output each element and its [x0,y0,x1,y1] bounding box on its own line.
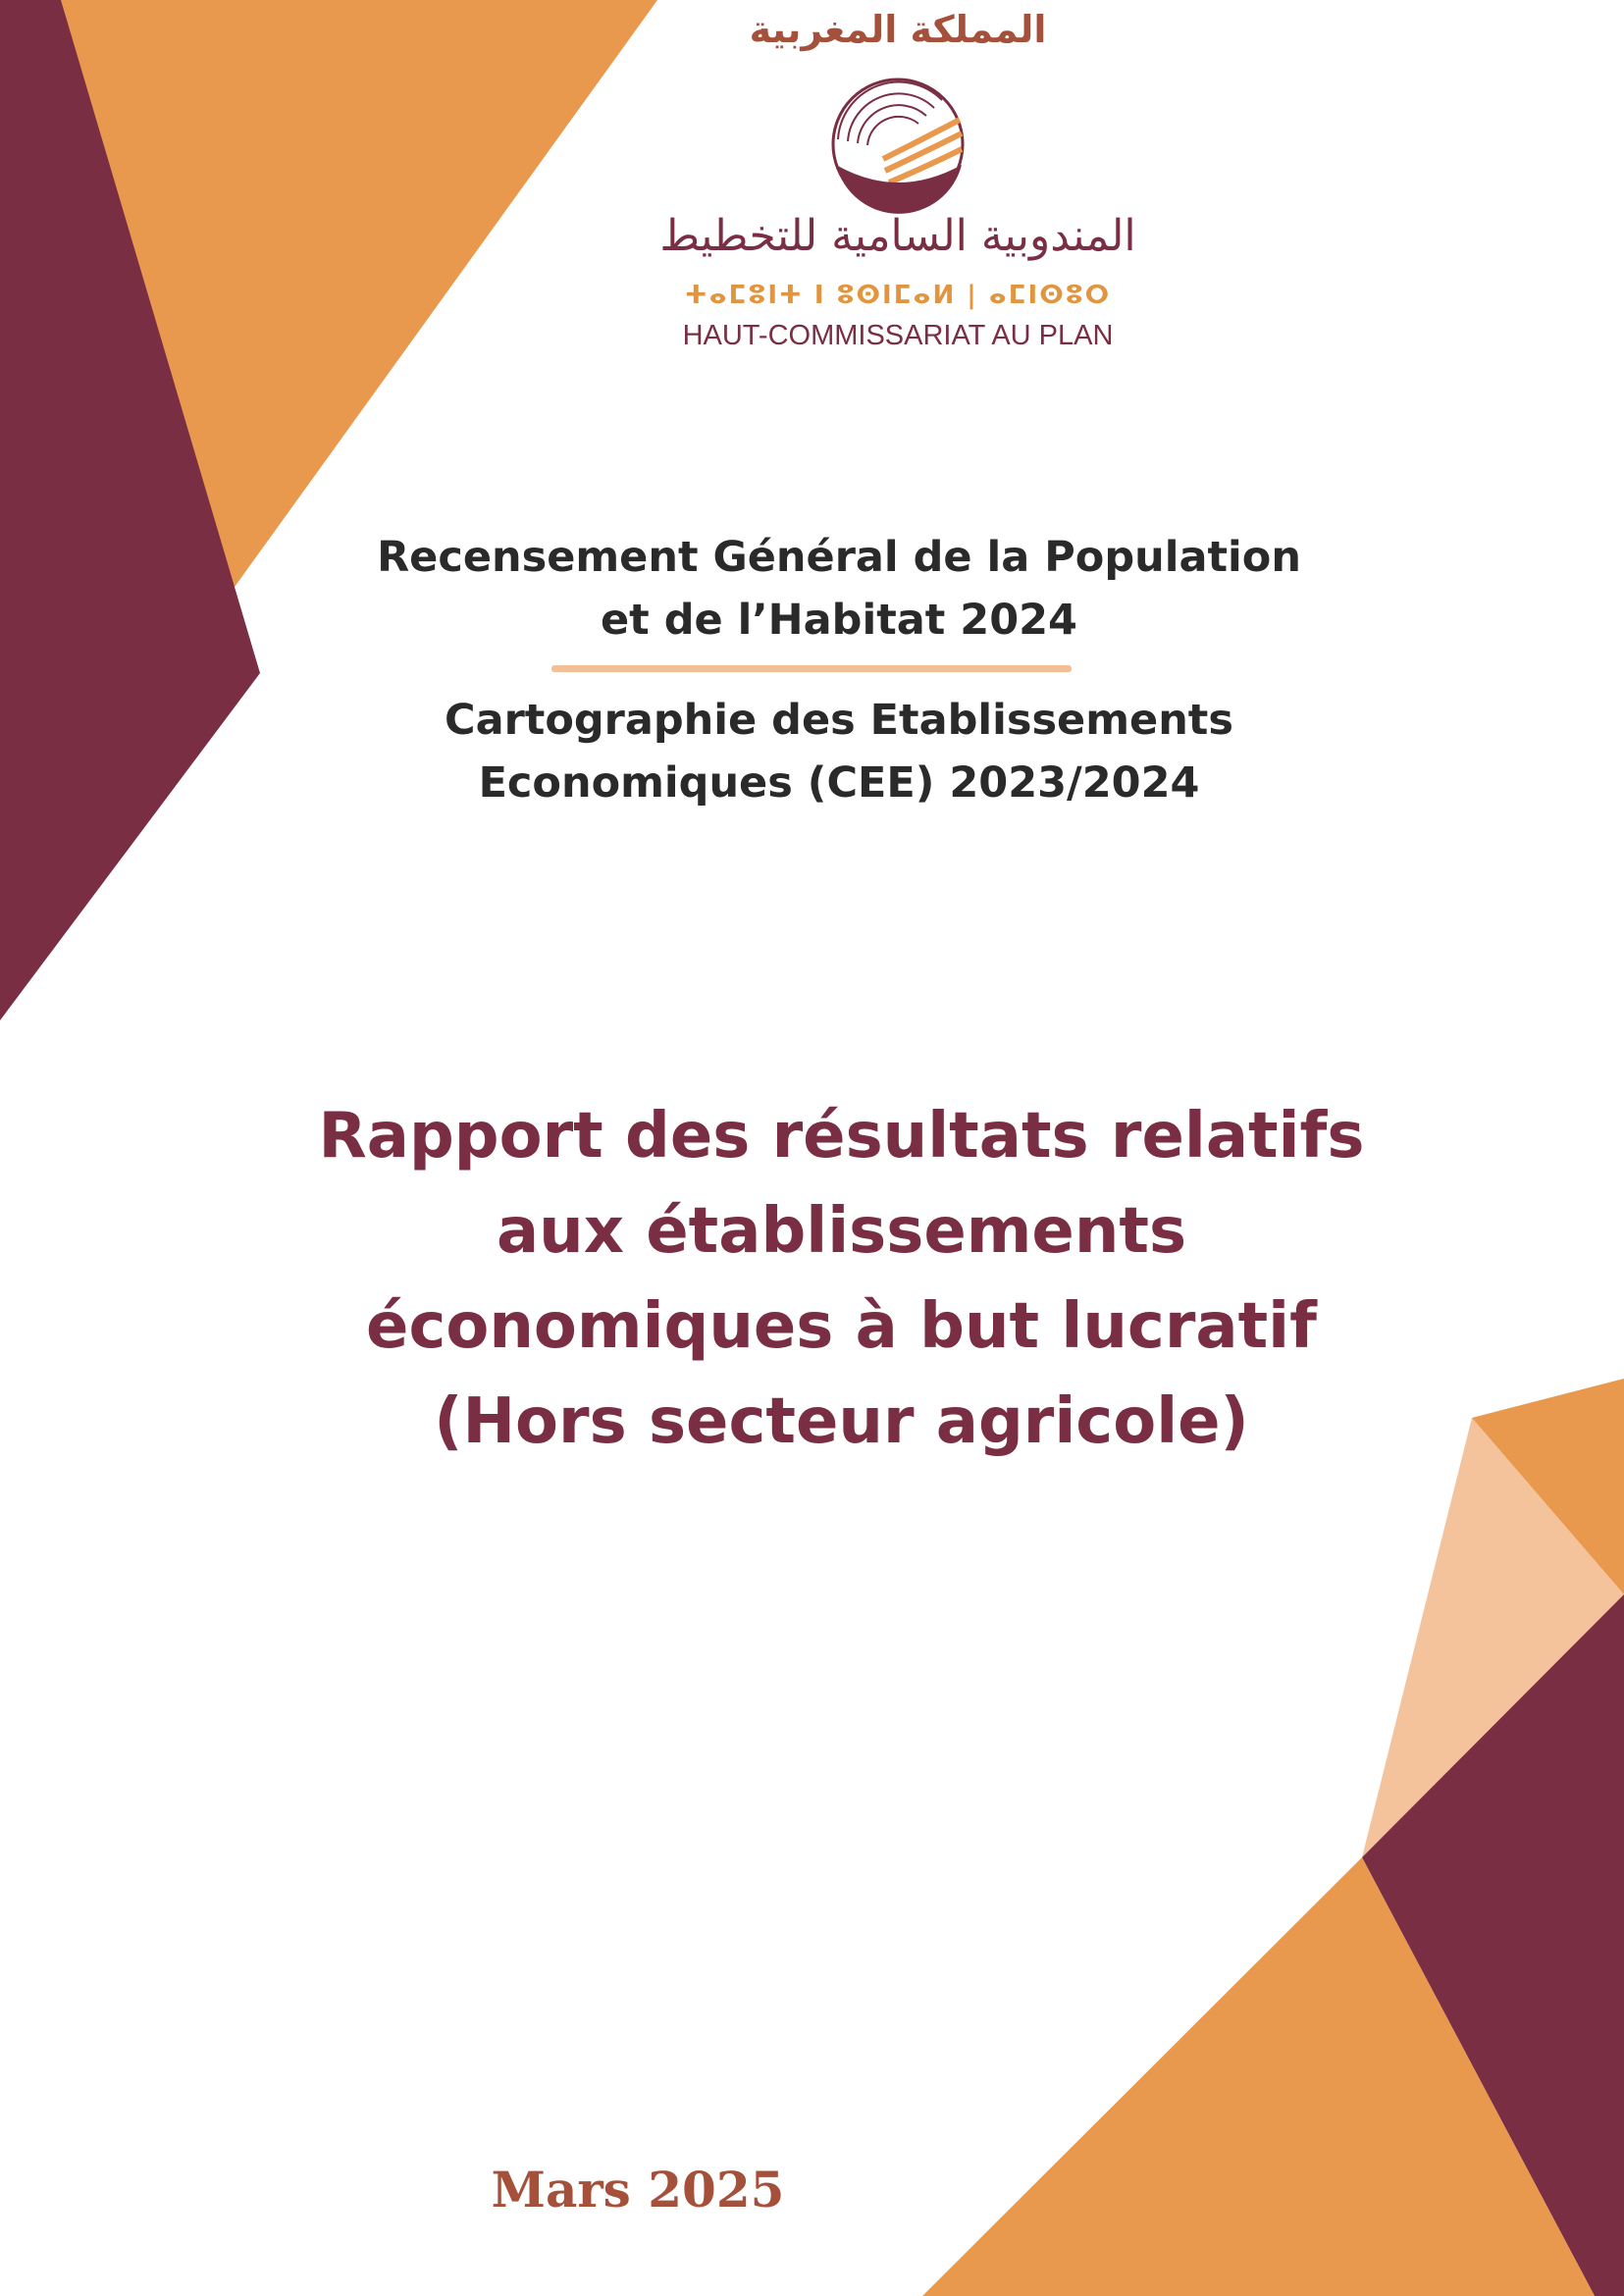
hcp-logo-icon [824,71,971,218]
report-title [275,1089,1408,1470]
report-title-line-2: aux établissements [496,1195,1187,1268]
mapping-subtitle-line-1: Cartographie des Etablissements [445,696,1233,745]
census-subtitle-line-1: Recensement Général de la Population [377,533,1301,582]
report-title-line-4: (Hors secteur agricole) [434,1385,1249,1458]
mapping-subtitle-line-2: Economiques (CEE) 2023/2024 [478,758,1200,808]
census-subtitle [324,526,1354,652]
report-title-line-1: Rapport des résultats relatifs [318,1100,1365,1173]
institution-header [589,0,1207,373]
institution-name-french: HAUT-COMMISSARIAT AU PLAN [682,320,1114,351]
report-title-line-3: économiques à but lucratif [366,1290,1317,1363]
publication-date: Mars 2025 [491,2161,785,2218]
institution-name-tifinagh: ⵜⴰⵎⵓⵏⵜ ⵏ ⵓⵙⵏⵎⴰⵍ | ⴰⵎⵏⵙⵓⵔ [684,281,1112,310]
institution-name-arabic: المندوبية السامية للتخطيط [659,211,1136,261]
subtitle-divider [551,665,1072,672]
mapping-subtitle [324,689,1354,814]
kingdom-name-arabic: المملكة المغربية [749,8,1047,51]
census-subtitle-line-2: et de l’Habitat 2024 [601,596,1077,645]
